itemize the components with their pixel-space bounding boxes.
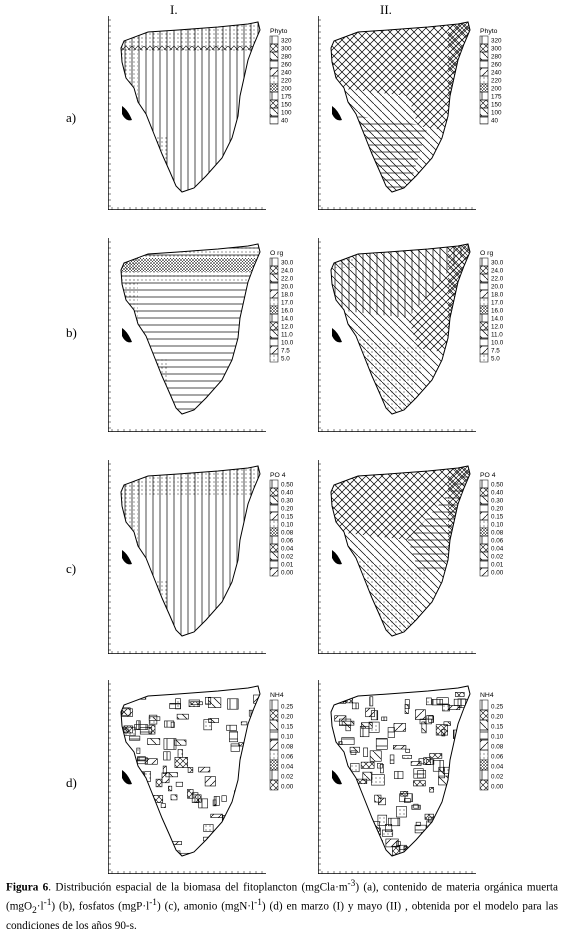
legend-swatch xyxy=(270,770,278,780)
legend-swatch xyxy=(480,258,488,266)
map-figure xyxy=(108,460,318,660)
legend-value: 240 xyxy=(281,69,292,77)
legend-swatch xyxy=(270,552,278,560)
row-label-b: b) xyxy=(66,325,77,340)
legend-value: 0.50 xyxy=(281,481,294,489)
legend-title: O rg xyxy=(270,250,284,257)
legend-value: 0.08 xyxy=(281,529,294,537)
legend-value: 20.0 xyxy=(491,283,504,291)
legend-swatch xyxy=(480,536,488,544)
legend-value: 0.08 xyxy=(281,743,294,751)
legend-value: 40 xyxy=(491,117,499,125)
legend-swatch xyxy=(270,720,278,730)
map-figure xyxy=(108,238,318,438)
legend-swatch xyxy=(270,710,278,720)
legend-value: 0.00 xyxy=(281,569,294,577)
legend-value: 17.0 xyxy=(281,299,294,307)
legend-value: 0.15 xyxy=(491,513,504,521)
legend-swatch xyxy=(480,314,488,322)
map-panel-d-II xyxy=(318,680,528,880)
legend-swatch xyxy=(270,536,278,544)
legend-value: 0.06 xyxy=(491,537,504,545)
legend-value: 0.30 xyxy=(281,497,294,505)
legend-swatch xyxy=(270,488,278,496)
legend-swatch xyxy=(480,76,488,84)
legend-value: 240 xyxy=(491,69,502,77)
legend-swatch xyxy=(270,68,278,76)
legend-swatch xyxy=(270,52,278,60)
legend-swatch xyxy=(480,68,488,76)
legend-value: 0.04 xyxy=(491,545,504,553)
figure-caption xyxy=(6,877,558,934)
map-panel-c-II xyxy=(318,460,528,660)
legend-value: 0.20 xyxy=(491,505,504,513)
legend-swatch xyxy=(480,108,488,116)
legend-value: 16.0 xyxy=(281,307,294,315)
legend-value: 220 xyxy=(491,77,502,85)
legend-value: 30.0 xyxy=(491,259,504,267)
map-panel-b-II xyxy=(318,238,528,438)
legend-swatch xyxy=(270,568,278,576)
legend-swatch xyxy=(480,266,488,274)
legend-value: 11.0 xyxy=(491,331,503,339)
legend-swatch xyxy=(480,44,488,52)
legend-swatch xyxy=(270,528,278,536)
legend-value: 0.15 xyxy=(281,513,294,521)
legend-value: 0.10 xyxy=(281,733,294,741)
legend-value: 220 xyxy=(281,77,292,85)
legend-value: 0.04 xyxy=(491,763,504,771)
legend-swatch xyxy=(270,266,278,274)
legend-value: 7.5 xyxy=(491,347,500,355)
legend-swatch xyxy=(270,314,278,322)
caption-sup-3: -1 xyxy=(149,897,157,908)
map-panel-d-I xyxy=(108,680,318,880)
legend-title: Phyto xyxy=(480,28,498,35)
legend-value: 5.0 xyxy=(491,355,500,363)
legend-swatch xyxy=(270,282,278,290)
legend-swatch xyxy=(480,730,488,740)
legend-value: 22.0 xyxy=(491,275,504,283)
map-figure xyxy=(108,16,318,216)
legend-swatch xyxy=(480,36,488,44)
map-panel-a-II xyxy=(318,16,528,216)
legend-swatch xyxy=(480,512,488,520)
caption-text-6: ) (d) en marzo (I) y mayo (II) , obtenida por el modelo para las condiciones de los años 90-s. xyxy=(6,900,558,932)
legend-value: 30.0 xyxy=(281,259,294,267)
legend-value: 14.0 xyxy=(281,315,294,323)
legend-swatch xyxy=(270,496,278,504)
legend-value: 0.40 xyxy=(491,489,504,497)
caption-label: Figura 6 xyxy=(6,881,49,894)
legend-value: 0.04 xyxy=(281,545,294,553)
legend-value: 0.00 xyxy=(281,783,294,791)
legend-value: 0.40 xyxy=(281,489,294,497)
legend-value: 12.0 xyxy=(491,323,504,331)
legend-swatch xyxy=(270,354,278,362)
caption-sub-1: 2 xyxy=(32,905,37,916)
legend-value: 0.01 xyxy=(491,561,504,569)
legend-value: 280 xyxy=(281,53,292,61)
legend-value: 0.06 xyxy=(491,753,504,761)
caption-text-5: ) (c), amonio (mgN·l xyxy=(156,900,255,913)
map-panel-a-I xyxy=(108,16,318,216)
legend-swatch xyxy=(480,100,488,108)
legend-swatch xyxy=(480,780,488,790)
legend-value: 20.0 xyxy=(281,283,294,291)
legend-swatch xyxy=(270,108,278,116)
legend-swatch xyxy=(270,92,278,100)
legend-swatch xyxy=(480,322,488,330)
legend-swatch xyxy=(480,116,488,124)
legend-value: 320 xyxy=(281,37,292,45)
row-label-a: a) xyxy=(66,110,77,125)
legend-swatch xyxy=(480,552,488,560)
legend-swatch xyxy=(480,480,488,488)
legend-value: 22.0 xyxy=(281,275,294,283)
legend-swatch xyxy=(480,528,488,536)
legend-swatch xyxy=(480,60,488,68)
legend-swatch xyxy=(480,346,488,354)
map-panel-b-I xyxy=(108,238,318,438)
caption-sup-1: -3 xyxy=(347,879,356,889)
map-figure xyxy=(108,680,318,880)
legend-value: 0.04 xyxy=(281,763,294,771)
legend-swatch xyxy=(270,346,278,354)
legend-swatch xyxy=(270,760,278,770)
legend-value: 40 xyxy=(281,117,289,125)
caption-text-3: ·l xyxy=(36,900,44,913)
legend-value: 175 xyxy=(491,93,502,101)
legend-value: 0.08 xyxy=(491,743,504,751)
caption-text-2: ) (a), contenido de materia orgánica muerta (mgO xyxy=(6,881,558,913)
legend-swatch xyxy=(270,60,278,68)
legend-swatch xyxy=(480,740,488,750)
legend-swatch xyxy=(480,720,488,730)
map-panel-c-I xyxy=(108,460,318,660)
legend-swatch xyxy=(480,710,488,720)
legend-value: 175 xyxy=(281,93,292,101)
legend-title: PO 4 xyxy=(480,472,496,479)
legend-title: O rg xyxy=(480,250,494,257)
legend-swatch xyxy=(480,52,488,60)
legend-value: 0.10 xyxy=(281,521,294,529)
map-figure xyxy=(318,460,528,660)
legend-swatch xyxy=(480,274,488,282)
legend-swatch xyxy=(270,512,278,520)
legend-value: 0.50 xyxy=(491,481,504,489)
legend-swatch xyxy=(480,544,488,552)
legend-swatch xyxy=(270,306,278,314)
legend-value: 11.0 xyxy=(281,331,293,339)
legend-swatch xyxy=(270,480,278,488)
legend-value: 150 xyxy=(491,101,502,109)
legend-swatch xyxy=(270,330,278,338)
legend-value: 300 xyxy=(281,45,292,53)
legend-value: 100 xyxy=(491,109,502,117)
legend-value: 150 xyxy=(281,101,292,109)
legend-swatch xyxy=(480,282,488,290)
legend-value: 0.30 xyxy=(491,497,504,505)
legend-swatch xyxy=(270,44,278,52)
legend-value: 0.08 xyxy=(491,529,504,537)
legend-swatch xyxy=(270,298,278,306)
legend-value: 0.06 xyxy=(281,753,294,761)
legend-value: 0.01 xyxy=(281,561,294,569)
legend-value: 17.0 xyxy=(491,299,504,307)
legend-swatch xyxy=(270,780,278,790)
row-label-c: c) xyxy=(66,561,77,576)
caption-text-4: ) (b), fosfatos (mgP·l xyxy=(51,900,150,913)
legend-swatch xyxy=(270,322,278,330)
legend-value: 260 xyxy=(281,61,292,69)
legend-swatch xyxy=(480,330,488,338)
legend-value: 18.0 xyxy=(491,291,504,299)
legend-swatch xyxy=(270,338,278,346)
legend-swatch xyxy=(270,560,278,568)
legend-swatch xyxy=(480,750,488,760)
legend-swatch xyxy=(270,750,278,760)
legend-swatch xyxy=(270,504,278,512)
legend-value: 0.00 xyxy=(491,783,504,791)
legend-value: 0.02 xyxy=(281,773,294,781)
legend-swatch xyxy=(480,770,488,780)
legend-swatch xyxy=(270,740,278,750)
legend-value: 0.10 xyxy=(491,733,504,741)
legend-value: 16.0 xyxy=(491,307,504,315)
legend-swatch xyxy=(480,560,488,568)
legend-value: 0.20 xyxy=(281,505,294,513)
row-label-d: d) xyxy=(66,775,77,790)
legend-value: 0.10 xyxy=(491,521,504,529)
legend-value: 260 xyxy=(491,61,502,69)
legend-swatch xyxy=(270,290,278,298)
legend-value: 10.0 xyxy=(491,339,504,347)
legend-value: 320 xyxy=(491,37,502,45)
legend-swatch xyxy=(270,274,278,282)
legend-swatch xyxy=(480,338,488,346)
legend-title: PO 4 xyxy=(270,472,286,479)
legend-value: 0.25 xyxy=(491,703,504,711)
legend-value: 0.02 xyxy=(491,553,504,561)
legend-swatch xyxy=(480,504,488,512)
legend-swatch xyxy=(480,92,488,100)
legend-value: 10.0 xyxy=(281,339,294,347)
legend-swatch xyxy=(270,76,278,84)
legend-value: 7.5 xyxy=(281,347,290,355)
legend-value: 280 xyxy=(491,53,502,61)
legend-value: 0.15 xyxy=(491,723,504,731)
legend-value: 0.06 xyxy=(281,537,294,545)
legend-swatch xyxy=(480,298,488,306)
legend-swatch xyxy=(480,306,488,314)
legend-value: 100 xyxy=(281,109,292,117)
legend-swatch xyxy=(480,84,488,92)
legend-swatch xyxy=(270,36,278,44)
legend-value: 0.02 xyxy=(491,773,504,781)
map-figure xyxy=(318,238,528,438)
legend-swatch xyxy=(480,568,488,576)
legend-swatch xyxy=(270,544,278,552)
caption-sup-4: -1 xyxy=(254,897,262,908)
caption-sup-2: -1 xyxy=(43,897,52,908)
map-figure xyxy=(318,16,528,216)
legend-swatch xyxy=(270,700,278,710)
legend-value: 0.20 xyxy=(281,713,294,721)
legend-value: 18.0 xyxy=(281,291,294,299)
legend-swatch xyxy=(270,520,278,528)
legend-value: 24.0 xyxy=(491,267,504,275)
legend-swatch xyxy=(480,488,488,496)
legend-value: 0.00 xyxy=(491,569,504,577)
legend-title: NH4 xyxy=(270,692,284,699)
legend-value: 300 xyxy=(491,45,502,53)
legend-title: NH4 xyxy=(480,692,494,699)
legend-swatch xyxy=(480,354,488,362)
legend-value: 0.25 xyxy=(281,703,294,711)
legend-swatch xyxy=(480,700,488,710)
legend-swatch xyxy=(480,760,488,770)
legend-swatch xyxy=(480,290,488,298)
legend-value: 5.0 xyxy=(281,355,290,363)
legend-swatch xyxy=(270,100,278,108)
legend-value: 200 xyxy=(491,85,502,93)
legend-swatch xyxy=(480,520,488,528)
legend-title: Phyto xyxy=(270,28,288,35)
legend-swatch xyxy=(270,116,278,124)
legend-value: 200 xyxy=(281,85,292,93)
legend-swatch xyxy=(270,258,278,266)
caption-text-1: . Distribución espacial de la biomasa del fitoplancton (mgCla·m xyxy=(48,881,348,894)
legend-swatch xyxy=(480,496,488,504)
legend-swatch xyxy=(270,84,278,92)
map-figure xyxy=(318,680,528,880)
legend-value: 0.15 xyxy=(281,723,294,731)
column-header-1: I. xyxy=(170,2,178,17)
legend-value: 12.0 xyxy=(281,323,294,331)
column-header-2: II. xyxy=(380,2,392,17)
legend-value: 0.20 xyxy=(491,713,504,721)
legend-value: 24.0 xyxy=(281,267,294,275)
legend-value: 14.0 xyxy=(491,315,504,323)
legend-swatch xyxy=(270,730,278,740)
legend-value: 0.02 xyxy=(281,553,294,561)
